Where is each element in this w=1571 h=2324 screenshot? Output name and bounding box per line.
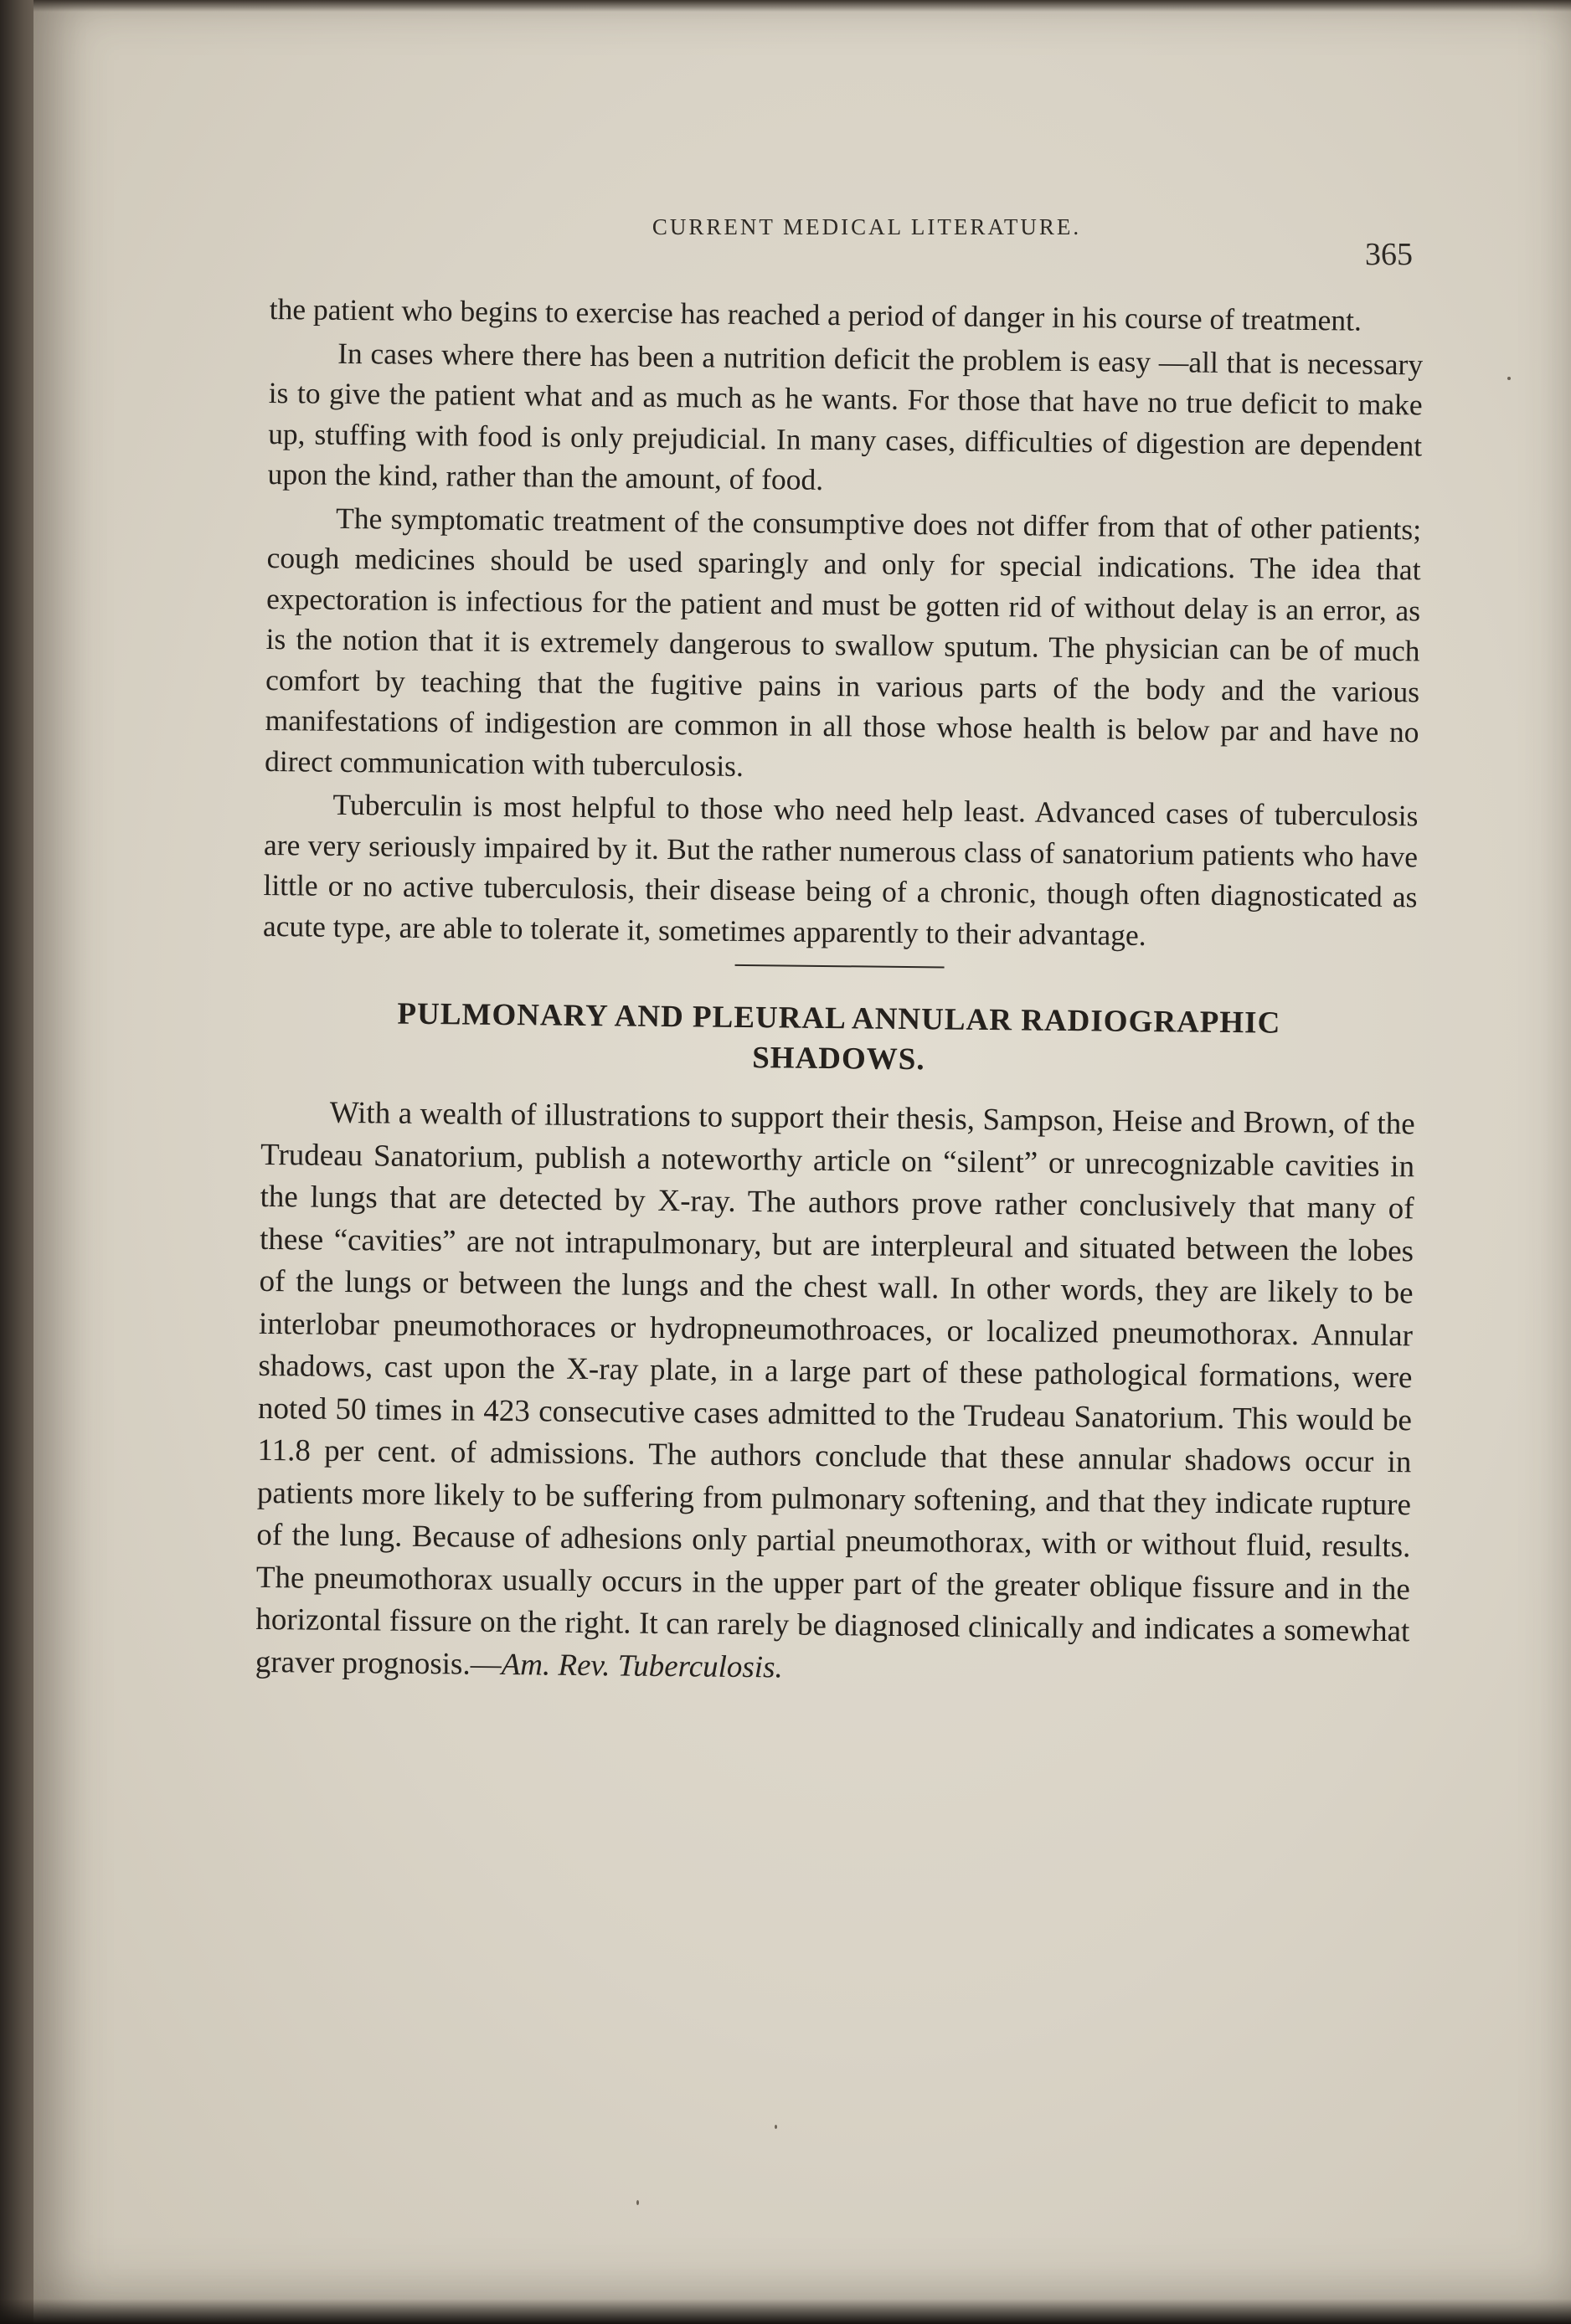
page-number: 365	[1365, 237, 1413, 272]
paper-speck	[775, 2125, 777, 2129]
section-title-line-1: PULMONARY AND PLEURAL ANNULAR RADIOGRAPHIC	[397, 996, 1281, 1041]
running-head: CURRENT MEDICAL LITERATURE.	[652, 214, 1082, 239]
section-separator-rule	[735, 964, 945, 969]
paragraph-symptomatic-treatment: The symptomatic treatment of the consumptive does not differ from that of other patients; cough medicines should be used sparingly and only for special indications. The idea that expectoration is infectious for the patient and must be gotten rid of without delay is an error, as is the notion that it is extremely dangerous to swallow sputum. The physician can be of much comfort by teaching that the fugitive pains in various parts of the body and the various manifestations of indigestion are common in all those whose health is below par and have no direct communication with tuberculosis.	[264, 501, 1422, 783]
paragraph-tuberculin: Tuberculin is most helpful to those who need help least. Advanced cases of tuberculosis are very seriously impaired by it. But the rather numerous class of sanatorium patients who have little or no active tuberculosis, their disease being of a chronic, though often diagnosticated as acute type, are able to tolerate it, sometimes apparently to their advantage.	[262, 787, 1419, 952]
section-title-line-2: SHADOWS.	[751, 1041, 925, 1077]
section-title	[261, 993, 1416, 1085]
page-top-shadow	[33, 0, 1571, 12]
paper-speck	[1507, 377, 1511, 380]
paper-speck	[636, 2200, 639, 2205]
paragraph-annular-shadows	[255, 1092, 1415, 1695]
journal-citation: Am. Rev. Tuberculosis.	[501, 1647, 783, 1685]
section-body	[255, 1092, 1415, 1695]
page-bottom-shadow	[0, 2299, 1571, 2324]
paragraph-annular-shadows-text: With a wealth of illustrations to support their thesis, Sampson, Heise and Brown, of the Trudeau Sanatorium, publish a noteworthy article on “silent” or unrecognizable cavities in the lungs that are detected by X-ray. The authors prove rather conclusively that many of these “cavities” are not intrapulmonary, but are interpleural and situated between the lobes of the lungs or between the lungs and the chest wall. In other words, they are likely to be interlobar pneumothoraces or hydropneumothroaces, or localized pneumothorax. Annular shadows, cast upon the X-ray plate, in a large part of these pathological formations, were noted 50 times in 423 consecutive cases admitted to the Trudeau Sanatorium. This would be 11.8 per cent. of admissions. The authors conclude that these annular shadows occur in patients more likely to be suffering from pulmonary softening, and that they indicate rupture of the lung. Because of adhesions only partial pneumothorax, with or without fluid, results. The pneumothorax usually occurs in the upper part of the greater oblique fissure and in the horizontal fissure on the right. It can rarely be diagnosed clinically and indicates a somewhat graver prognosis.—	[255, 1095, 1415, 1682]
paragraph-continuation: the patient who begins to exercise has reached a period of danger in his course of treatment.	[269, 291, 1362, 337]
page-body	[255, 289, 1424, 1698]
paragraph-nutrition: In cases where there has been a nutrition deficit the problem is easy —all that is necessary is to give the patient what and as much as he wants. For those that have no true deficit to make up, stuffing with food is only prejudicial. In many cases, difficulties of digestion are dependent upon the kind, rather than the amount, of food.	[267, 336, 1424, 496]
book-page	[33, 0, 1571, 2324]
